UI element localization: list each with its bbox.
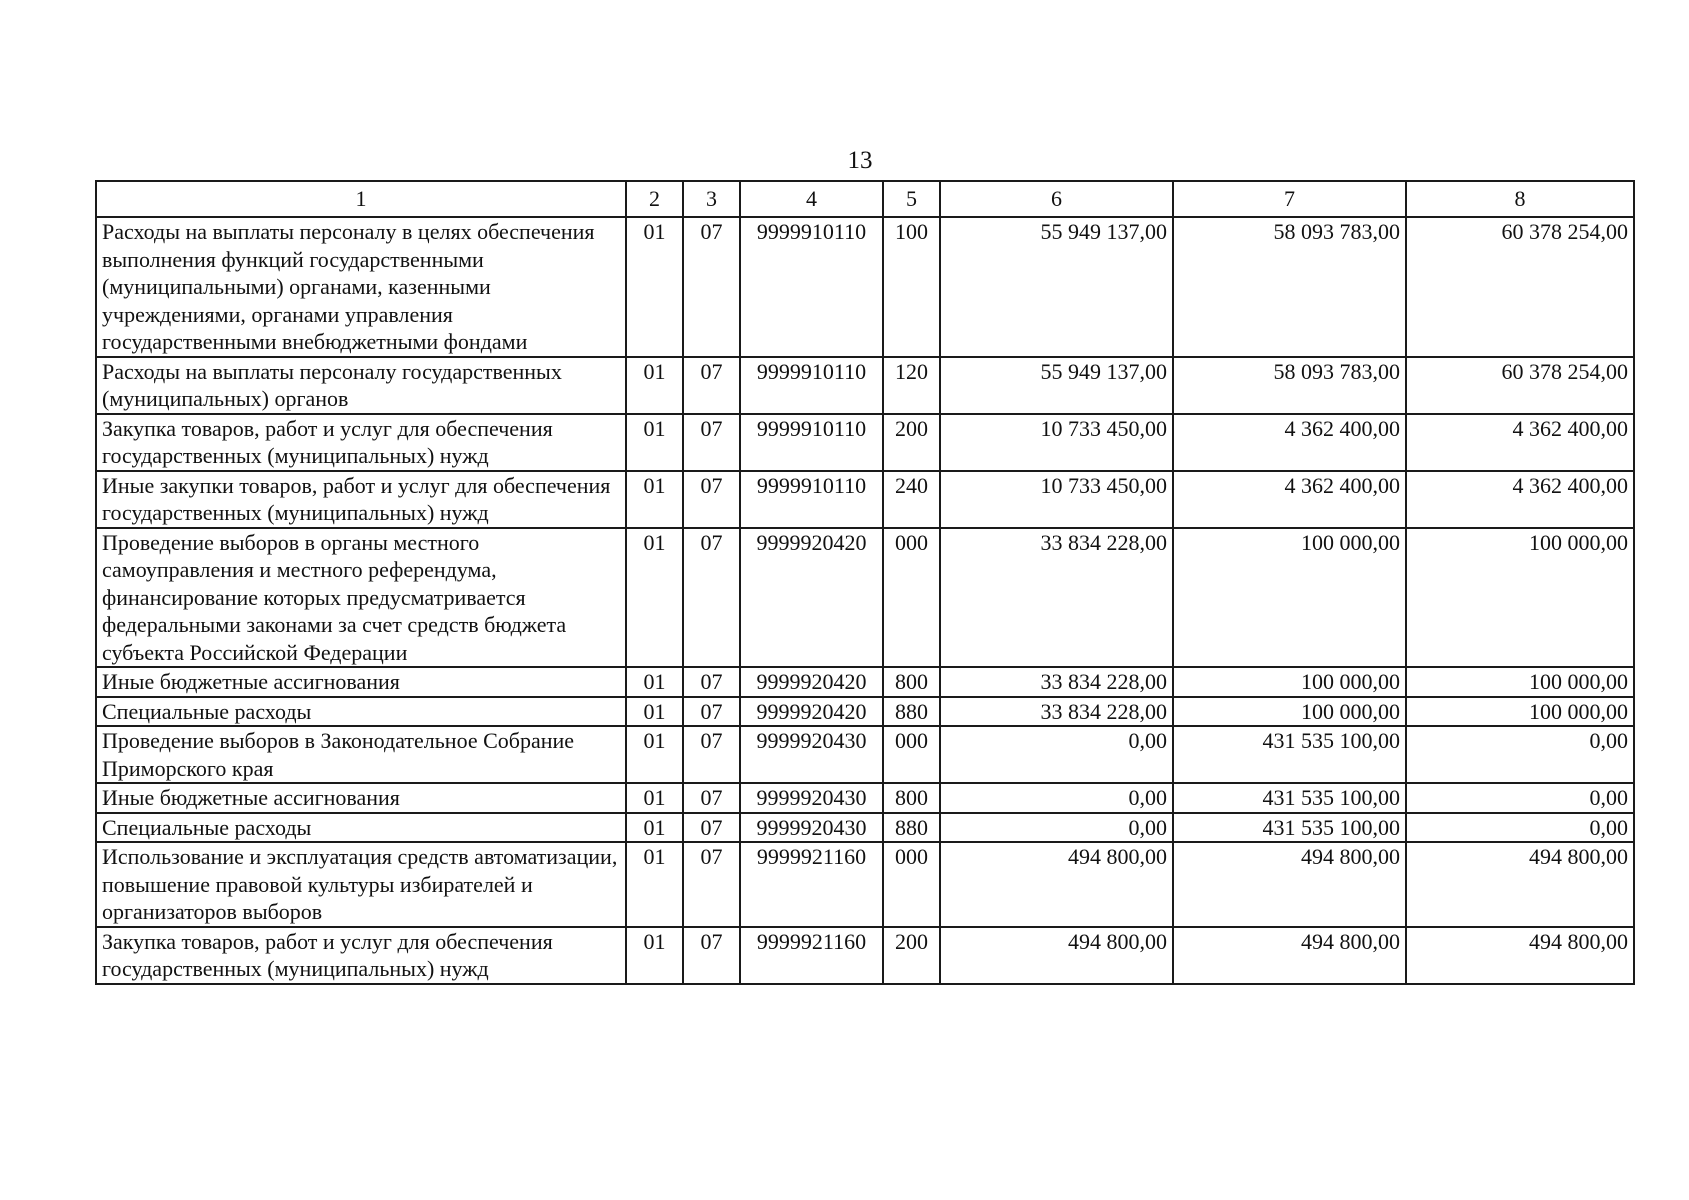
section-code: 01 <box>626 357 683 414</box>
target-article-code: 9999921160 <box>740 842 883 927</box>
expense-description: Закупка товаров, работ и услуг для обеспечения государственных (муниципальных) нужд <box>96 414 626 471</box>
target-article-code: 9999910110 <box>740 357 883 414</box>
amount-col-6: 33 834 228,00 <box>940 528 1173 668</box>
amount-col-6: 494 800,00 <box>940 927 1173 984</box>
section-code: 01 <box>626 667 683 697</box>
amount-col-6: 55 949 137,00 <box>940 357 1173 414</box>
section-code: 01 <box>626 842 683 927</box>
expense-description: Расходы на выплаты персоналу государственных (муниципальных) органов <box>96 357 626 414</box>
target-article-code: 9999920420 <box>740 667 883 697</box>
expense-type-code: 200 <box>883 927 940 984</box>
amount-col-7: 58 093 783,00 <box>1173 217 1406 357</box>
expense-type-code: 800 <box>883 783 940 813</box>
amount-col-8: 494 800,00 <box>1406 927 1634 984</box>
table-row <box>96 697 1634 727</box>
table-row <box>96 842 1634 927</box>
expense-type-code: 240 <box>883 471 940 528</box>
expense-type-code: 880 <box>883 813 940 843</box>
column-header: 6 <box>940 181 1173 217</box>
subsection-code: 07 <box>683 783 740 813</box>
expense-description: Закупка товаров, работ и услуг для обеспечения государственных (муниципальных) нужд <box>96 927 626 984</box>
column-header: 8 <box>1406 181 1634 217</box>
section-code: 01 <box>626 414 683 471</box>
section-code: 01 <box>626 813 683 843</box>
amount-col-7: 100 000,00 <box>1173 697 1406 727</box>
column-header: 3 <box>683 181 740 217</box>
section-code: 01 <box>626 471 683 528</box>
expense-type-code: 000 <box>883 726 940 783</box>
column-header: 5 <box>883 181 940 217</box>
amount-col-8: 0,00 <box>1406 726 1634 783</box>
amount-col-8: 494 800,00 <box>1406 842 1634 927</box>
target-article-code: 9999910110 <box>740 471 883 528</box>
column-header: 1 <box>96 181 626 217</box>
target-article-code: 9999920420 <box>740 528 883 668</box>
subsection-code: 07 <box>683 667 740 697</box>
target-article-code: 9999920430 <box>740 726 883 783</box>
expense-description: Специальные расходы <box>96 813 626 843</box>
amount-col-6: 33 834 228,00 <box>940 697 1173 727</box>
target-article-code: 9999920420 <box>740 697 883 727</box>
expense-description: Иные закупки товаров, работ и услуг для обеспечения государственных (муниципальных) нужд <box>96 471 626 528</box>
budget-table <box>95 180 1635 985</box>
subsection-code: 07 <box>683 217 740 357</box>
table-row <box>96 813 1634 843</box>
amount-col-6: 33 834 228,00 <box>940 667 1173 697</box>
section-code: 01 <box>626 927 683 984</box>
column-number-header-row <box>96 181 1634 217</box>
expense-type-code: 800 <box>883 667 940 697</box>
expense-type-code: 100 <box>883 217 940 357</box>
table-row <box>96 726 1634 783</box>
section-code: 01 <box>626 217 683 357</box>
expense-description: Иные бюджетные ассигнования <box>96 783 626 813</box>
amount-col-8: 0,00 <box>1406 813 1634 843</box>
table-row <box>96 217 1634 357</box>
table-row <box>96 667 1634 697</box>
table-row <box>96 414 1634 471</box>
table-row <box>96 927 1634 984</box>
amount-col-7: 494 800,00 <box>1173 927 1406 984</box>
target-article-code: 9999920430 <box>740 813 883 843</box>
amount-col-7: 58 093 783,00 <box>1173 357 1406 414</box>
amount-col-7: 100 000,00 <box>1173 667 1406 697</box>
amount-col-7: 431 535 100,00 <box>1173 813 1406 843</box>
table-row <box>96 528 1634 668</box>
amount-col-7: 494 800,00 <box>1173 842 1406 927</box>
expense-description: Расходы на выплаты персоналу в целях обеспечения выполнения функций государственными (муниципальными) органами, казенными учреждениями, органами управления государственными внебюджетными фондами <box>96 217 626 357</box>
subsection-code: 07 <box>683 697 740 727</box>
amount-col-8: 4 362 400,00 <box>1406 414 1634 471</box>
budget-table-body <box>96 181 1634 984</box>
amount-col-7: 4 362 400,00 <box>1173 414 1406 471</box>
amount-col-8: 100 000,00 <box>1406 528 1634 668</box>
expense-description: Специальные расходы <box>96 697 626 727</box>
subsection-code: 07 <box>683 927 740 984</box>
amount-col-7: 4 362 400,00 <box>1173 471 1406 528</box>
section-code: 01 <box>626 528 683 668</box>
target-article-code: 9999920430 <box>740 783 883 813</box>
amount-col-8: 4 362 400,00 <box>1406 471 1634 528</box>
page-number: 13 <box>847 147 873 174</box>
expense-description: Проведение выборов в органы местного самоуправления и местного референдума, финансирование которых предусматривается федеральными законами за счет средств бюджета субъекта Российской Федерации <box>96 528 626 668</box>
amount-col-7: 431 535 100,00 <box>1173 783 1406 813</box>
amount-col-6: 494 800,00 <box>940 842 1173 927</box>
expense-description: Проведение выборов в Законодательное Собрание Приморского края <box>96 726 626 783</box>
amount-col-7: 431 535 100,00 <box>1173 726 1406 783</box>
amount-col-6: 0,00 <box>940 783 1173 813</box>
expense-type-code: 000 <box>883 842 940 927</box>
section-code: 01 <box>626 726 683 783</box>
target-article-code: 9999910110 <box>740 414 883 471</box>
table-row <box>96 357 1634 414</box>
expense-description: Иные бюджетные ассигнования <box>96 667 626 697</box>
subsection-code: 07 <box>683 414 740 471</box>
subsection-code: 07 <box>683 528 740 668</box>
expense-description: Использование и эксплуатация средств автоматизации, повышение правовой культуры избирателей и организаторов выборов <box>96 842 626 927</box>
expense-type-code: 200 <box>883 414 940 471</box>
target-article-code: 9999921160 <box>740 927 883 984</box>
section-code: 01 <box>626 783 683 813</box>
subsection-code: 07 <box>683 842 740 927</box>
amount-col-6: 10 733 450,00 <box>940 471 1173 528</box>
subsection-code: 07 <box>683 357 740 414</box>
table-row <box>96 471 1634 528</box>
column-header: 7 <box>1173 181 1406 217</box>
amount-col-6: 0,00 <box>940 813 1173 843</box>
section-code: 01 <box>626 697 683 727</box>
subsection-code: 07 <box>683 471 740 528</box>
amount-col-8: 100 000,00 <box>1406 667 1634 697</box>
amount-col-8: 60 378 254,00 <box>1406 357 1634 414</box>
amount-col-8: 0,00 <box>1406 783 1634 813</box>
amount-col-8: 100 000,00 <box>1406 697 1634 727</box>
target-article-code: 9999910110 <box>740 217 883 357</box>
expense-type-code: 120 <box>883 357 940 414</box>
subsection-code: 07 <box>683 813 740 843</box>
amount-col-7: 100 000,00 <box>1173 528 1406 668</box>
column-header: 2 <box>626 181 683 217</box>
column-header: 4 <box>740 181 883 217</box>
amount-col-6: 55 949 137,00 <box>940 217 1173 357</box>
table-row <box>96 783 1634 813</box>
expense-type-code: 880 <box>883 697 940 727</box>
amount-col-6: 10 733 450,00 <box>940 414 1173 471</box>
expense-type-code: 000 <box>883 528 940 668</box>
amount-col-8: 60 378 254,00 <box>1406 217 1634 357</box>
subsection-code: 07 <box>683 726 740 783</box>
amount-col-6: 0,00 <box>940 726 1173 783</box>
